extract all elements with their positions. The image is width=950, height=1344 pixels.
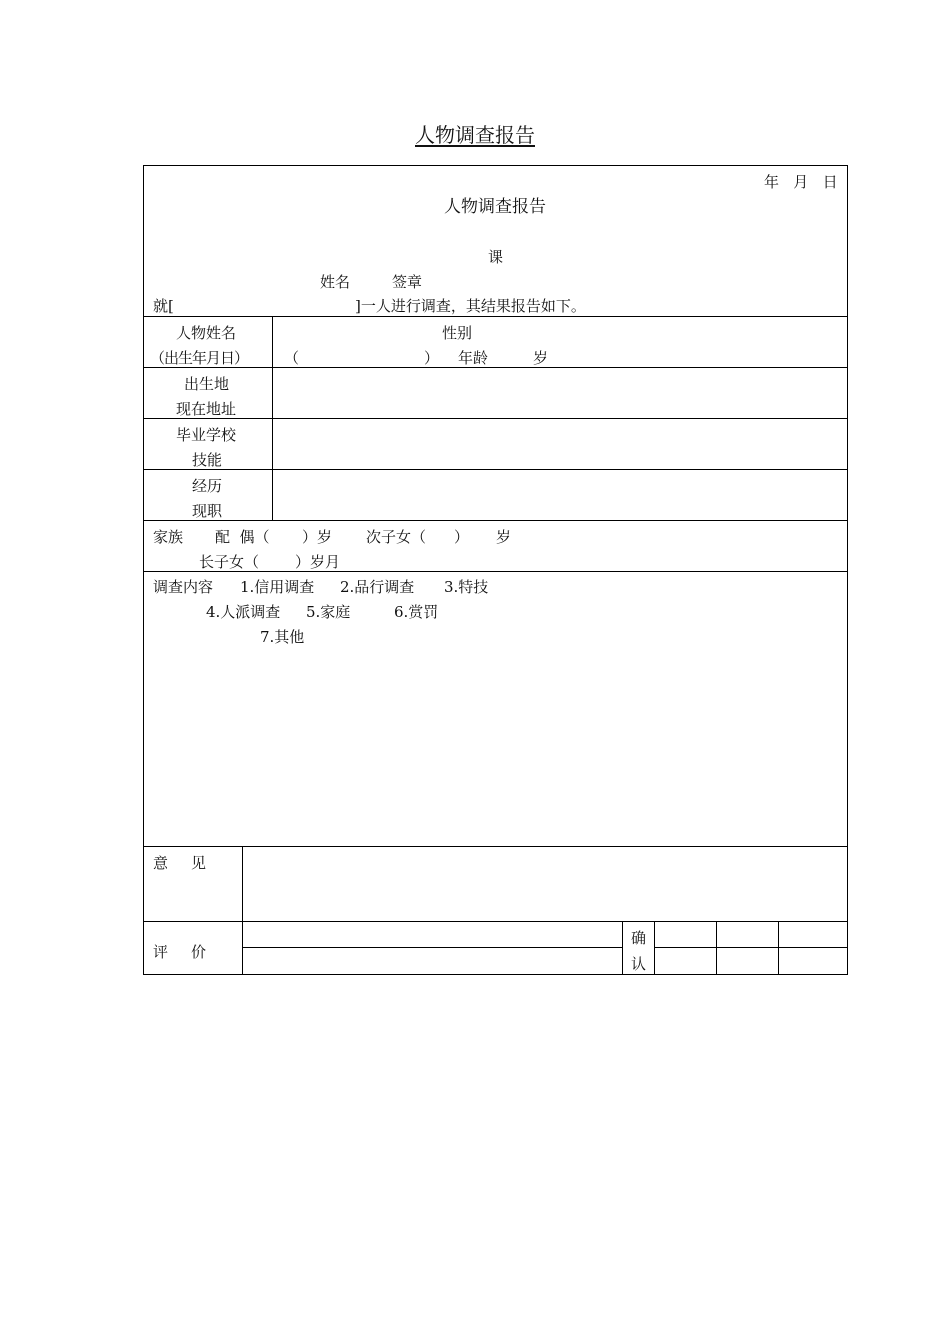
confirm-column-divider bbox=[654, 921, 655, 975]
confirm-column-divider bbox=[778, 921, 779, 975]
birth-paren-close: ） bbox=[424, 349, 440, 367]
family-label: 家族 bbox=[153, 528, 184, 546]
position-label: 现职 bbox=[192, 502, 223, 520]
label-column-divider bbox=[242, 846, 243, 975]
content-item: 7.其他 bbox=[260, 628, 305, 646]
confirm-label: 确 bbox=[631, 929, 647, 947]
birth-paren-open: （ bbox=[284, 349, 300, 367]
eldest-child-close: ）岁月 bbox=[295, 553, 341, 571]
dept-label: 课 bbox=[488, 248, 504, 266]
row-divider bbox=[143, 921, 848, 922]
content-item: 4.人派调查 bbox=[206, 603, 281, 621]
age-label: 年龄 bbox=[458, 349, 489, 367]
spouse-label: 配 偶（ bbox=[215, 528, 270, 546]
row-divider bbox=[143, 418, 848, 419]
confirm-divider bbox=[654, 947, 848, 948]
inner-title: 人物调查报告 bbox=[444, 197, 546, 217]
career-label: 经历 bbox=[192, 477, 223, 495]
confirm-label: 认 bbox=[631, 955, 647, 973]
seal-label: 签章 bbox=[392, 273, 423, 291]
birthplace-label: 出生地 bbox=[184, 375, 230, 393]
content-item: 1.信用调查 bbox=[240, 578, 315, 596]
age-unit: 岁 bbox=[533, 349, 549, 367]
confirm-column-divider bbox=[622, 921, 623, 975]
intro-prefix: 就[ bbox=[153, 297, 174, 315]
opinion-label: 见 bbox=[191, 854, 207, 872]
gender-label: 性别 bbox=[442, 324, 473, 342]
content-item: 6.赏罚 bbox=[394, 603, 439, 621]
row-divider bbox=[143, 316, 848, 317]
second-child-unit: 岁 bbox=[496, 528, 512, 546]
address-label: 现在地址 bbox=[176, 400, 237, 418]
row-divider bbox=[143, 367, 848, 368]
row-divider bbox=[143, 846, 848, 847]
date-field: 年 月 日 bbox=[764, 173, 838, 191]
content-item: 5.家庭 bbox=[306, 603, 351, 621]
eval-divider bbox=[243, 947, 623, 948]
row-divider bbox=[143, 520, 848, 521]
opinion-label: 意 bbox=[153, 854, 169, 872]
person-name-label: 人物姓名 bbox=[176, 324, 237, 342]
document-title: 人物调查报告 bbox=[415, 123, 535, 147]
second-child-close: ） bbox=[454, 528, 470, 546]
birth-date-label: （出生年月日） bbox=[150, 349, 249, 367]
evaluation-label: 价 bbox=[191, 943, 207, 961]
content-item: 2.品行调查 bbox=[340, 578, 415, 596]
confirm-column-divider bbox=[716, 921, 717, 975]
school-label: 毕业学校 bbox=[176, 426, 237, 444]
content-label: 调查内容 bbox=[153, 578, 214, 596]
spouse-close: ）岁 bbox=[302, 528, 333, 546]
name-label: 姓名 bbox=[320, 273, 351, 291]
evaluation-label: 评 bbox=[153, 943, 169, 961]
second-child-label: 次子女（ bbox=[366, 528, 427, 546]
label-column-divider bbox=[272, 316, 273, 520]
row-divider bbox=[143, 469, 848, 470]
content-item: 3.特技 bbox=[444, 578, 489, 596]
row-divider bbox=[143, 571, 848, 572]
skill-label: 技能 bbox=[192, 451, 223, 469]
eldest-child-label: 长子女（ bbox=[199, 553, 260, 571]
intro-suffix: ]一人进行调查，其结果报告如下。 bbox=[355, 297, 586, 315]
